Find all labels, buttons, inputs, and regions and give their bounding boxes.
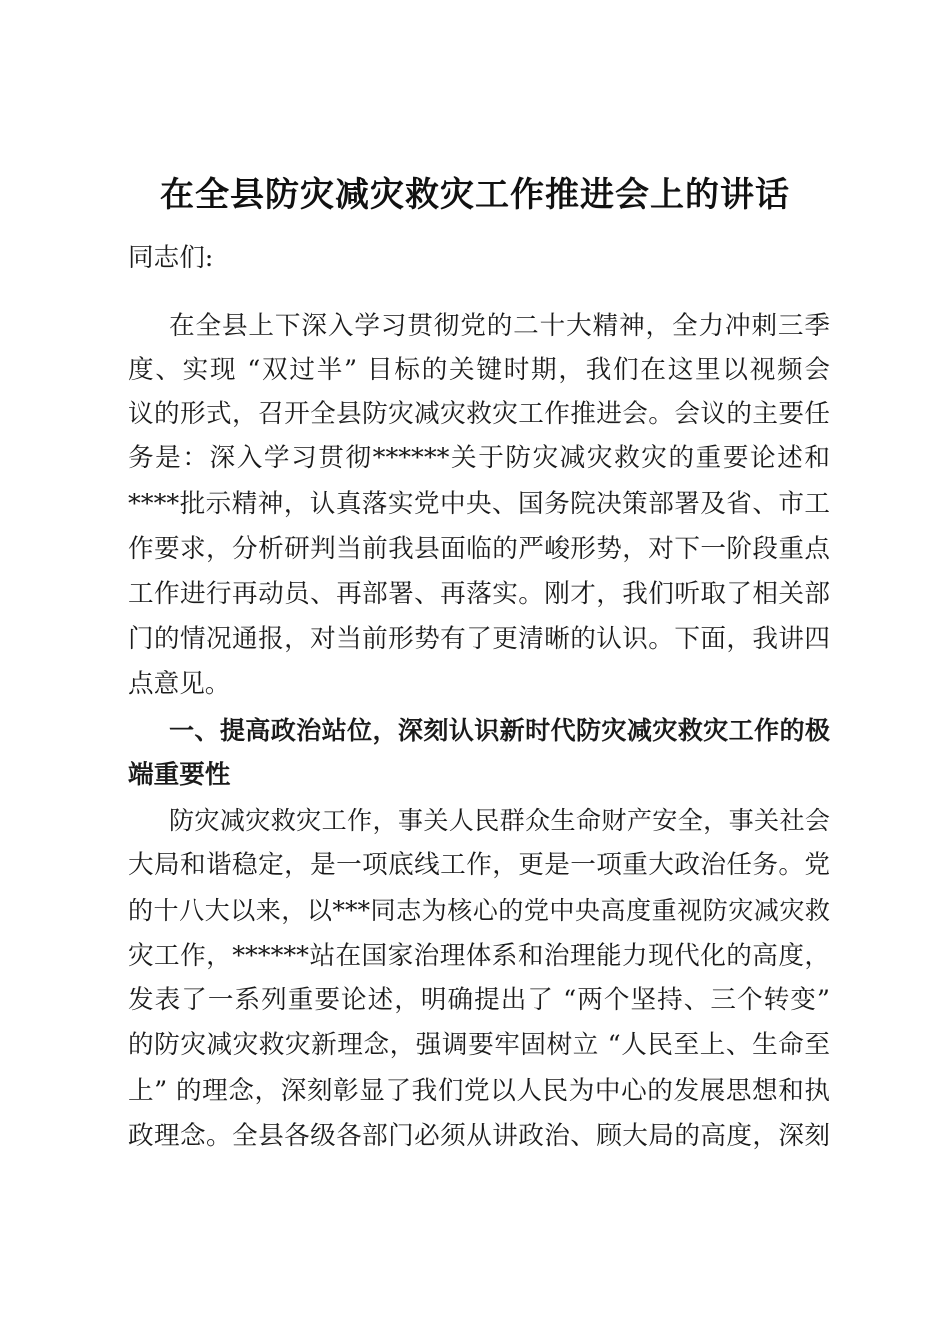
- paragraph-2-line: 发表了一系列重要论述，明确提出了 “两个坚持、三个转变”: [128, 985, 830, 1015]
- paragraph-1-line: 作要求，分析研判当前我县面临的严峻形势，对下一阶段重点: [128, 534, 830, 564]
- paragraph-2-line: 上” 的理念，深刻彰显了我们党以人民为中心的发展思想和执: [128, 1076, 830, 1106]
- paragraph-2-line: 防灾减灾救灾工作，事关人民群众生命财产安全，事关社会: [169, 806, 830, 835]
- paragraph-1-line: 在全县上下深入学习贯彻党的二十大精神，全力冲刺三季: [169, 311, 830, 341]
- paragraph-1-line: 门的情况通报，对当前形势有了更清晰的认识。下面，我讲四: [128, 624, 830, 654]
- paragraph-1-line: 度、实现 “双过半” 目标的关键时期，我们在这里以视频会: [128, 355, 830, 385]
- paragraph-2-line: 大局和谐稳定，是一项底线工作，更是一项重大政治任务。党: [128, 850, 830, 880]
- section-heading-1: 一、提高政治站位，深刻认识新时代防灾减灾救灾工作的极: [169, 715, 830, 745]
- paragraph-1-line: 务是：深入学习贯彻******关于防灾减灾救灾的重要论述和: [128, 443, 830, 473]
- paragraph-1-line: 点意见。: [128, 669, 231, 699]
- paragraph-2-line: 的十八大以来，以***同志为核心的党中央高度重视防灾减灾救: [128, 896, 830, 925]
- paragraph-2-line: 政理念。全县各级各部门必须从讲政治、顾大局的高度，深刻: [128, 1121, 830, 1151]
- section-heading-1: 端重要性: [128, 760, 231, 790]
- salutation: 同志们:: [128, 243, 214, 273]
- paragraph-2-line: 灾工作，******站在国家治理体系和治理能力现代化的高度，: [128, 941, 830, 971]
- paragraph-1-line: ****批示精神，认真落实党中央、国务院决策部署及省、市工: [128, 489, 830, 519]
- paragraph-1-line: 工作进行再动员、再部署、再落实。刚才，我们听取了相关部: [128, 579, 830, 609]
- paragraph-1-line: 议的形式，召开全县防灾减灾救灾工作推进会。会议的主要任: [128, 399, 830, 429]
- document-title: 在全县防灾减灾救灾工作推进会上的讲话: [160, 175, 790, 215]
- paragraph-2-line: 的防灾减灾救灾新理念，强调要牢固树立 “人民至上、生命至: [128, 1030, 830, 1060]
